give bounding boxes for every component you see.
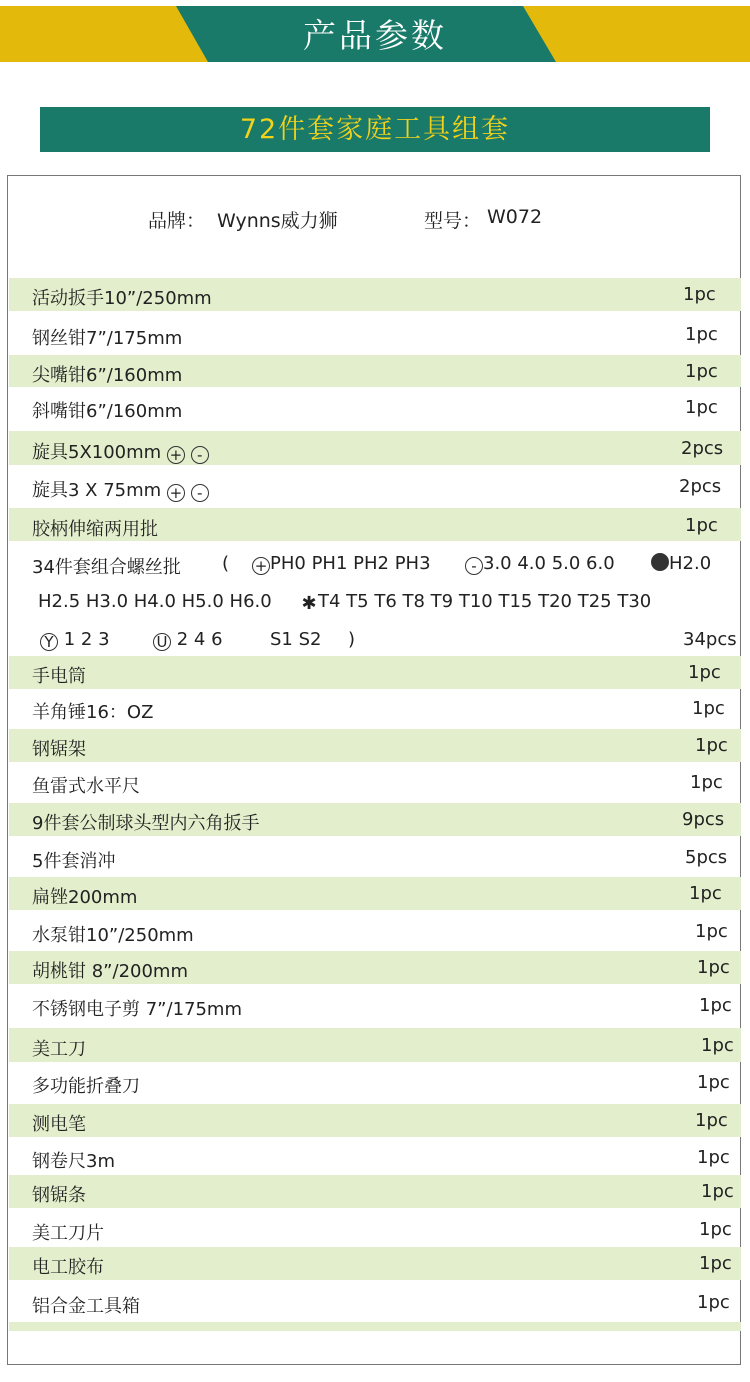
bits-slot-values: 3.0 4.0 5.0 6.0	[483, 553, 615, 574]
item-qty: 5pcs	[685, 847, 728, 868]
item-row	[9, 469, 741, 503]
item-name: 胡桃钳 8”/200mm	[32, 961, 188, 982]
item-name	[32, 438, 209, 464]
item-name: 5件套消冲	[32, 851, 116, 872]
bits-close: )	[348, 629, 356, 650]
item-row	[9, 508, 741, 541]
item-qty: 1pc	[689, 883, 722, 904]
item-name: 羊角锤16：OZ	[32, 702, 154, 723]
bits-y	[40, 629, 110, 651]
item-name: 斜嘴钳6”/160mm	[32, 401, 183, 422]
item-qty: 2pcs	[679, 476, 722, 497]
spanner-icon: U	[153, 633, 171, 651]
phillips-icon: +	[167, 446, 185, 464]
item-qty: 1pc	[697, 1292, 730, 1313]
item-name: 尖嘴钳6”/160mm	[32, 365, 183, 386]
item-row	[9, 1175, 741, 1208]
page-title: 产品参数	[303, 16, 447, 55]
item-qty: 1pc	[683, 284, 716, 305]
item-row	[9, 355, 741, 387]
item-row	[9, 951, 741, 984]
item-row	[9, 765, 741, 799]
item-name: 多功能折叠刀	[32, 1076, 140, 1097]
bits-y-values: 1 2 3	[63, 629, 110, 650]
item-row	[9, 877, 741, 910]
item-name-text: 旋具5X100mm	[32, 442, 162, 463]
item-name-text: 旋具3 X 75mm	[32, 480, 162, 501]
item-name: 扁锉200mm	[32, 887, 138, 908]
bits-slot	[465, 553, 615, 575]
bits-torx	[300, 591, 651, 613]
item-name: 钢锯架	[32, 739, 86, 760]
item-name: 钢锯条	[32, 1185, 86, 1206]
item-name: 电工胶布	[32, 1257, 104, 1278]
item-qty: 1pc	[699, 995, 732, 1016]
item-qty: 1pc	[699, 1253, 732, 1274]
phillips-icon: +	[252, 557, 270, 575]
bits-title: 34件套组合螺丝批	[32, 557, 181, 578]
item-name: 钢丝钳7”/175mm	[32, 328, 183, 349]
bits-ph	[252, 553, 431, 575]
bits-torx-values: T4 T5 T6 T8 T9 T10 T15 T20 T25 T30	[318, 591, 652, 612]
item-qty: 1pc	[685, 397, 718, 418]
item-name: 钢卷尺3m	[32, 1151, 115, 1172]
tri-wing-icon: Y	[40, 633, 58, 651]
item-row	[9, 914, 741, 948]
item-qty: 1pc	[695, 735, 728, 756]
item-qty: 1pc	[685, 324, 718, 345]
product-title: 72件套家庭工具组套	[40, 107, 710, 152]
bits-ph-values: PH0 PH1 PH2 PH3	[270, 553, 431, 574]
item-row	[9, 316, 741, 350]
hex-icon	[651, 553, 669, 571]
item-qty: 9pcs	[682, 809, 725, 830]
item-row	[9, 988, 741, 1024]
bits-qty: 34pcs	[683, 629, 737, 650]
header-banner	[0, 0, 750, 62]
bits-hex-first	[651, 553, 711, 574]
bits-hex: H2.5 H3.0 H4.0 H5.0 H6.0	[38, 591, 272, 612]
item-row	[9, 431, 741, 465]
brand-value: Wynns威力狮	[217, 210, 338, 232]
model-label: 型号：	[424, 210, 482, 232]
item-row	[9, 1028, 741, 1062]
item-row	[9, 729, 741, 762]
item-row	[9, 656, 741, 689]
item-row	[9, 1104, 741, 1137]
phillips-icon: +	[167, 484, 185, 502]
item-name: 美工刀片	[32, 1223, 104, 1244]
item-qty: 1pc	[697, 1147, 730, 1168]
item-name: 9件套公制球头型内六角扳手	[32, 813, 260, 834]
slotted-icon: -	[465, 557, 483, 575]
item-qty: 1pc	[685, 361, 718, 382]
bits-hex-first-value: H2.0	[669, 553, 712, 574]
item-row	[9, 1285, 741, 1321]
item-qty: 1pc	[685, 515, 718, 536]
item-qty: 1pc	[699, 1219, 732, 1240]
item-name: 美工刀	[32, 1039, 86, 1060]
item-row	[9, 392, 741, 425]
item-qty: 1pc	[695, 921, 728, 942]
item-name	[32, 476, 209, 502]
item-qty: 1pc	[697, 1072, 730, 1093]
row-divider	[9, 1322, 741, 1331]
item-qty: 1pc	[692, 698, 725, 719]
bits-u	[153, 629, 223, 651]
item-qty: 1pc	[690, 772, 723, 793]
item-qty: 1pc	[701, 1035, 734, 1056]
item-name: 铝合金工具箱	[32, 1296, 140, 1317]
bits-u-values: 2 4 6	[176, 629, 223, 650]
item-row	[9, 1066, 741, 1100]
item-row	[9, 1247, 741, 1280]
item-row	[9, 1141, 741, 1175]
item-row	[9, 803, 741, 836]
item-row	[9, 278, 741, 311]
item-name: 水泵钳10”/250mm	[32, 925, 194, 946]
item-qty: 1pc	[697, 957, 730, 978]
item-row	[9, 1212, 741, 1246]
item-name: 胶柄伸缩两用批	[32, 519, 158, 540]
item-name: 活动扳手10”/250mm	[32, 288, 212, 309]
item-name: 不锈钢电子剪 7”/175mm	[32, 999, 242, 1020]
bits-s: S1 S2	[270, 629, 322, 650]
item-row	[9, 840, 741, 874]
torx-icon: ✱	[301, 593, 317, 614]
slotted-icon: -	[191, 484, 209, 502]
item-name: 鱼雷式水平尺	[32, 776, 140, 797]
bits-open: (	[222, 553, 230, 574]
model-value: W072	[487, 206, 543, 228]
item-qty: 1pc	[688, 662, 721, 683]
item-qty: 1pc	[701, 1181, 734, 1202]
item-row	[9, 692, 741, 726]
item-qty: 1pc	[695, 1110, 728, 1131]
item-name: 手电筒	[32, 666, 86, 687]
brand-label: 品牌：	[148, 210, 206, 232]
item-qty: 2pcs	[681, 438, 724, 459]
item-name: 测电笔	[32, 1114, 86, 1135]
slotted-icon: -	[191, 446, 209, 464]
